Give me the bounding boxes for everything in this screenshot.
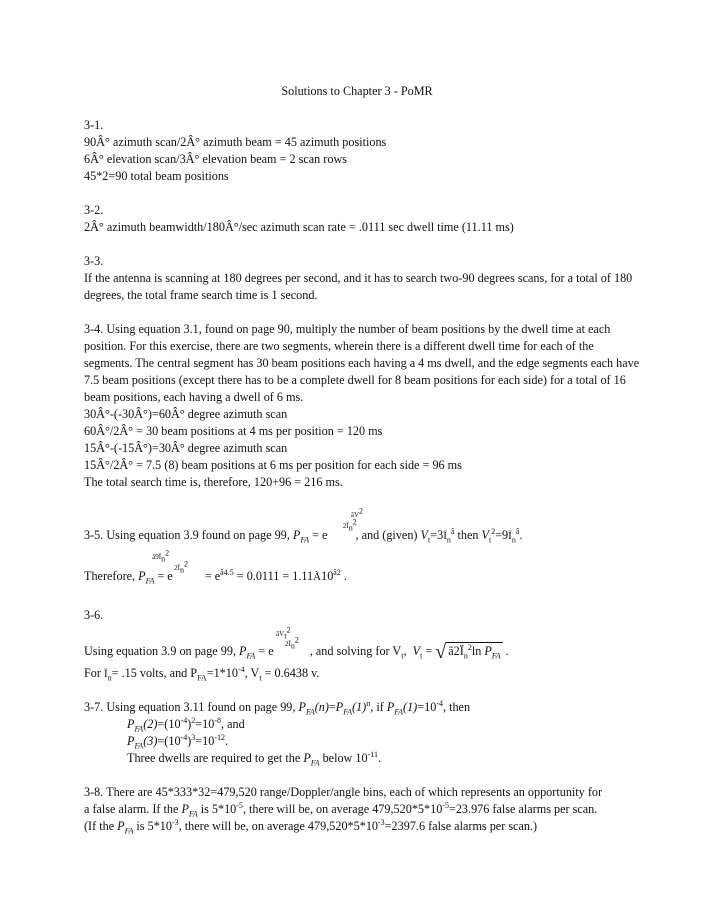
exp-text: âV bbox=[276, 630, 285, 638]
exp-text: Ï bbox=[158, 553, 162, 561]
section-3-4 bbox=[84, 321, 644, 491]
value-text: =(10 bbox=[157, 717, 181, 731]
exp-sup: 2 bbox=[294, 635, 299, 645]
value-text: =1*10 bbox=[206, 666, 238, 680]
value-text: a false alarm. If the bbox=[84, 802, 179, 816]
arg: (1) bbox=[403, 700, 418, 714]
text-line: 15Â°/2Â° = 7.5 (8) beam positions at 6 ms per position for each side = 96 ms bbox=[84, 458, 462, 472]
symbol-v: V bbox=[420, 528, 428, 542]
section-heading: 3-3. bbox=[84, 254, 104, 268]
exponent-numerator bbox=[276, 625, 291, 641]
value-text: . bbox=[225, 734, 229, 748]
value-text: , V bbox=[244, 666, 260, 680]
symbol-sub: FA bbox=[491, 651, 501, 661]
exp-text: 2Ï bbox=[285, 640, 291, 648]
sigma-glyph: Ï bbox=[103, 668, 108, 680]
section-3-5-result bbox=[84, 548, 644, 586]
section-heading: 3-1. bbox=[84, 118, 104, 132]
symbol-sub: t bbox=[401, 651, 404, 661]
exponent: -11 bbox=[367, 749, 378, 759]
value-text: , and bbox=[221, 717, 245, 731]
exponent: 2 bbox=[191, 715, 196, 725]
text-line: The total search time is, therefore, 120+96 = 216 ms. bbox=[84, 475, 343, 489]
symbol-p: P bbox=[138, 569, 146, 583]
symbol-sub: FA bbox=[124, 826, 134, 836]
equals-e: = e bbox=[258, 644, 274, 658]
symbol-p: P bbox=[335, 700, 344, 714]
exponent: -4 bbox=[180, 732, 188, 742]
section-3-8 bbox=[84, 784, 644, 835]
section-3-6-result bbox=[84, 665, 644, 683]
page-title: Solutions to Chapter 3 - PoMR bbox=[281, 84, 433, 98]
exponent: â4.5 bbox=[220, 567, 234, 577]
text-line: 60Â°/2Â° = 30 beam positions at 4 ms per position = 120 ms bbox=[84, 424, 383, 438]
exponent: n bbox=[366, 698, 371, 708]
symbol-p: P bbox=[181, 802, 189, 816]
ten: 10 bbox=[321, 569, 334, 583]
exp-text: 2Ï bbox=[174, 564, 180, 572]
equation-middle: , and (given) bbox=[355, 528, 418, 542]
symbol-sub: FA bbox=[145, 576, 155, 586]
symbol-sub: t bbox=[427, 535, 431, 545]
value-text: =10 bbox=[195, 734, 215, 748]
value-text: below 10 bbox=[322, 751, 368, 765]
exponent-denominator bbox=[174, 559, 188, 575]
exponent: -12 bbox=[214, 732, 226, 742]
symbol-sub: FA bbox=[394, 707, 404, 717]
text-line bbox=[84, 699, 644, 716]
equals-e: = e bbox=[204, 569, 221, 583]
arg: (1) bbox=[352, 700, 367, 714]
arg: (3) bbox=[143, 734, 158, 748]
sqrt-text: â2Ï bbox=[448, 644, 464, 658]
exponent: -4 bbox=[436, 698, 443, 708]
value-text: =9 bbox=[495, 528, 509, 542]
text-line bbox=[84, 801, 644, 818]
equation-intro: Using equation 3.9 on page 99, bbox=[84, 644, 236, 658]
symbol-p: P bbox=[484, 644, 492, 658]
equals: = bbox=[328, 700, 336, 714]
symbol-p: P bbox=[117, 819, 125, 833]
exponent: â2 bbox=[333, 567, 341, 577]
pfa-formula bbox=[292, 506, 364, 545]
text-line: 3-8. There are 45*333*32=479,520 range/Doppler/angle bins, each of which represents an opportunity for bbox=[84, 785, 603, 799]
section-3-7 bbox=[84, 699, 644, 767]
symbol-sub: t bbox=[259, 673, 262, 683]
sigma-sup: â bbox=[515, 526, 520, 536]
value-text: , there will be, on average 479,520*5*10 bbox=[178, 819, 379, 833]
symbol-p: P bbox=[127, 717, 135, 731]
exp-sup: 2 bbox=[183, 559, 188, 569]
solving-text: , and solving for V bbox=[309, 644, 402, 658]
value-text: Three dwells are required to get the bbox=[127, 751, 301, 765]
value-text: =23.976 false alarms per scan. bbox=[448, 802, 598, 816]
value-text: , if bbox=[370, 700, 384, 714]
value-text: =2397.6 false alarms per scan.) bbox=[384, 819, 538, 833]
sqrt-text: ln bbox=[471, 644, 482, 658]
exponent: -3 bbox=[171, 817, 179, 827]
exp-sup: 2 bbox=[352, 517, 357, 527]
sqrt-icon: √ bbox=[435, 641, 447, 663]
section-heading: 3-6. bbox=[84, 608, 104, 622]
sigma-sup: â bbox=[450, 526, 455, 536]
value-text: =3 bbox=[430, 528, 444, 542]
symbol-p: P bbox=[292, 528, 301, 542]
then-word: then bbox=[457, 528, 479, 542]
exp-text: â9 bbox=[152, 553, 159, 561]
symbol-sub: FA bbox=[197, 673, 207, 683]
symbol-v: V bbox=[481, 528, 489, 542]
for-word: For bbox=[84, 666, 101, 680]
exponent: -3 bbox=[378, 817, 385, 827]
text-line: 45*2=90 total beam positions bbox=[84, 169, 229, 183]
symbol-p: P bbox=[298, 700, 306, 714]
symbol-sub: FA bbox=[343, 707, 352, 717]
sigma-sub: n bbox=[511, 535, 516, 545]
symbol-sub: FA bbox=[300, 535, 310, 545]
exponent: -5 bbox=[236, 800, 243, 810]
symbol-p: P bbox=[386, 700, 395, 714]
value-text: . bbox=[377, 751, 382, 765]
exp-sub: t bbox=[284, 631, 287, 641]
value-text: is 5*10 bbox=[200, 802, 237, 816]
exp-text: âV bbox=[350, 511, 360, 519]
value-text: =(10 bbox=[157, 734, 181, 748]
exp-text: Ï bbox=[346, 522, 349, 530]
text-line: 6Â° elevation scan/3Â° elevation beam = 2 scan rows bbox=[84, 152, 348, 166]
exponent: 3 bbox=[191, 732, 196, 742]
value-text: ) bbox=[187, 717, 192, 731]
period: . bbox=[519, 528, 523, 542]
sigma-sub: n bbox=[446, 535, 451, 545]
exp-sub: n bbox=[348, 523, 353, 533]
exp-sup: 2 bbox=[359, 506, 364, 516]
symbol-sub: FA bbox=[134, 741, 144, 751]
section-3-5-equation bbox=[84, 506, 644, 545]
symbol-sub: t bbox=[488, 535, 492, 545]
symbol-sub: FA bbox=[134, 724, 144, 734]
period: . bbox=[505, 644, 509, 658]
text-line bbox=[84, 750, 644, 767]
equation-intro: 3-7. Using equation 3.11 found on page 99, bbox=[84, 700, 296, 714]
exp-sup: 2 bbox=[286, 625, 291, 635]
square-sup: 2 bbox=[491, 526, 496, 536]
sqrt-body bbox=[446, 642, 502, 660]
symbol-sub: FA bbox=[305, 707, 315, 717]
value-text: , there will be, on average 479,520*5*10 bbox=[242, 802, 443, 816]
text-line: 90Â° azimuth scan/2Â° azimuth beam = 45 azimuth positions bbox=[84, 135, 387, 149]
exponent: -8 bbox=[214, 715, 222, 725]
exponent-numerator bbox=[152, 548, 170, 564]
equals-e: = e bbox=[157, 569, 173, 583]
text-line: 2Â° azimuth beamwidth/180Â°/sec azimuth scan rate = .0111 sec dwell time (11.11 ms) bbox=[84, 220, 514, 234]
section-3-6 bbox=[84, 607, 644, 624]
exp-sub: n bbox=[179, 565, 184, 575]
exponent: -5 bbox=[442, 800, 449, 810]
symbol-sub: t bbox=[420, 651, 423, 661]
symbol-p: P bbox=[303, 751, 311, 765]
value-text: , then bbox=[442, 700, 471, 714]
exp-sub: n bbox=[161, 554, 166, 564]
sqrt-sup: 2 bbox=[467, 642, 472, 652]
paragraph: If the antenna is scanning at 180 degrees per second, and it has to search two-90 degrees scans, for a total of 180 degrees, the total frame search time is 1 second. bbox=[84, 271, 633, 302]
exponent: -4 bbox=[237, 664, 245, 674]
comma: , bbox=[403, 644, 407, 658]
section-heading: 3-2. bbox=[84, 203, 104, 217]
therefore-word: Therefore, bbox=[84, 569, 136, 583]
value-text: =10 bbox=[417, 700, 437, 714]
value-text: = .15 volts, and P bbox=[111, 666, 198, 680]
equals-e: = e bbox=[312, 528, 328, 542]
paragraph: 3-4. Using equation 3.1, found on page 90, multiply the number of beam positions by the dwell time at each position. For this exercise, there are two segments, wherein there is a different dwell time for each of the segments. The central segment has 30 beam positions each having a 4 ms dwell, and the edge segments each have 7.5 beam positions (except there has to be a complete dwell for 8 beam positions for each side) for a total of 16 beam positions, each having a dwell of 6 ms. bbox=[84, 322, 640, 404]
arg: (2) bbox=[143, 717, 158, 731]
symbol-p: P bbox=[239, 644, 247, 658]
sigma-glyph: Ï bbox=[443, 530, 447, 542]
symbol-sub: FA bbox=[246, 651, 256, 661]
value-text: = 0.6438 v. bbox=[261, 666, 320, 680]
exponent-denominator bbox=[285, 635, 299, 651]
text-line bbox=[84, 716, 644, 733]
pfa-formula bbox=[239, 625, 307, 661]
section-3-2 bbox=[84, 202, 644, 236]
text-line bbox=[84, 818, 644, 835]
arg: (n) bbox=[314, 700, 329, 714]
symbol-p: P bbox=[127, 734, 135, 748]
exponent-denominator bbox=[342, 517, 357, 533]
text-line: 15Â°-(-15Â°)=30Â° degree azimuth scan bbox=[84, 441, 288, 455]
section-3-3 bbox=[84, 253, 644, 304]
sqrt-sub: n bbox=[463, 651, 468, 661]
symbol-sub: FA bbox=[188, 809, 198, 819]
exp-sup: 2 bbox=[165, 548, 170, 558]
period: . bbox=[343, 569, 347, 583]
sigma-sub: n bbox=[107, 673, 112, 683]
value-text: is 5*10 bbox=[136, 819, 172, 833]
symbol-v: V bbox=[412, 644, 421, 658]
text-line: 30Â°-(-30Â°)=60Â° degree azimuth scan bbox=[84, 407, 288, 421]
section-3-6-equation: Using equation 3.9 on page 99, $P_{FA} = e$ $âV_t^2$ $2Ï_n^2$ , and solving for $V_t$, $V_t$ = √ $â2Ï_n^2\ln$ $P_{FA}$ . bbox=[84, 625, 509, 663]
value-text: =10 bbox=[195, 717, 215, 731]
value-text: (If the bbox=[84, 819, 115, 833]
sigma-glyph: Ï bbox=[508, 530, 512, 542]
times-glyph: Ã bbox=[313, 571, 322, 583]
value-text: ) bbox=[187, 734, 192, 748]
exp-text: 2 bbox=[342, 522, 347, 530]
exp-sub: n bbox=[290, 641, 295, 651]
section-3-1 bbox=[84, 117, 644, 185]
equation-intro: 3-5. Using equation 3.9 found on page 99, bbox=[84, 528, 290, 542]
result-value: = 0.0111 = 1.11 bbox=[236, 569, 314, 583]
exponent: -4 bbox=[180, 715, 188, 725]
text-line bbox=[84, 733, 644, 750]
pfa-result-formula bbox=[138, 548, 202, 586]
symbol-sub: FA bbox=[310, 758, 320, 768]
